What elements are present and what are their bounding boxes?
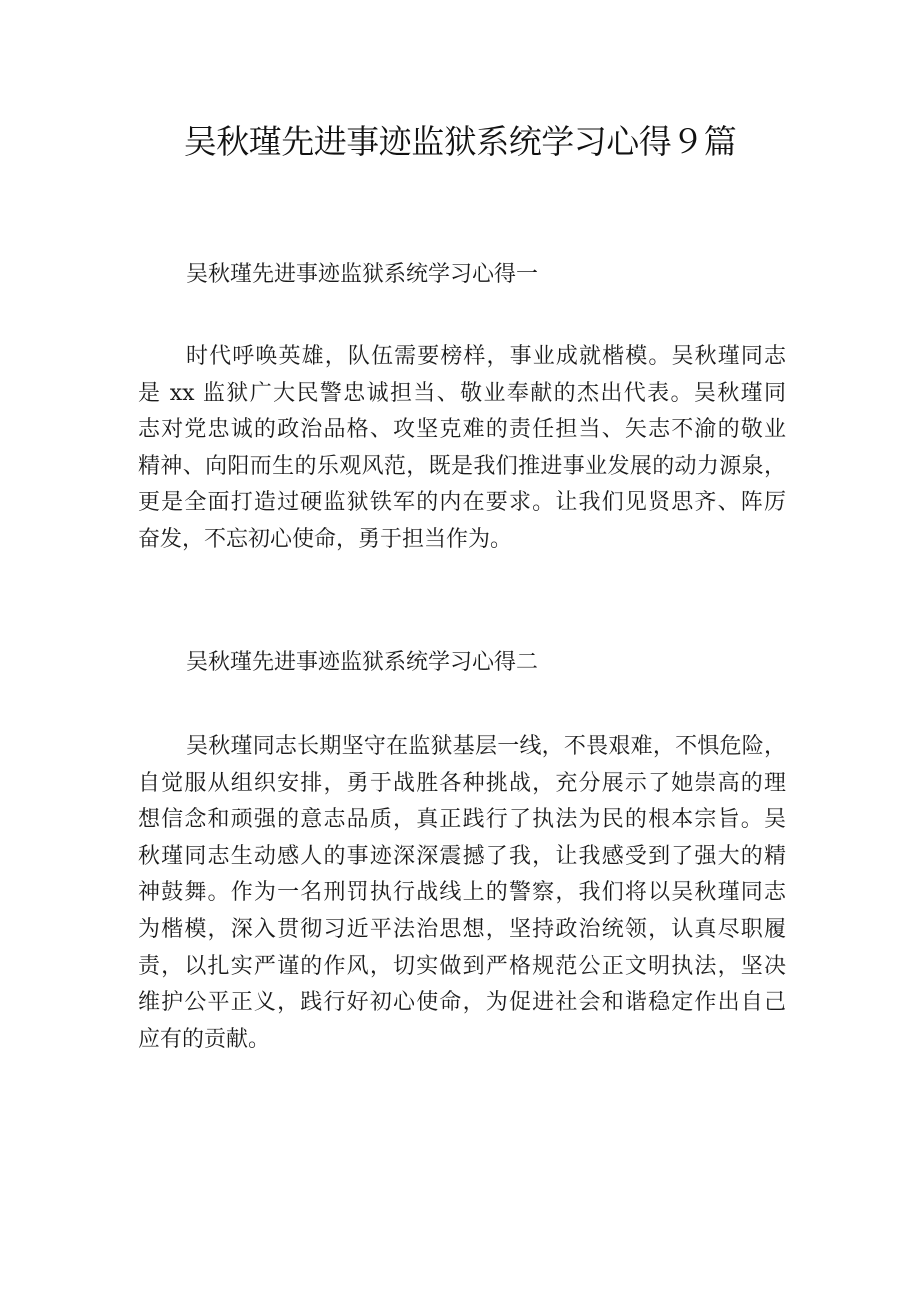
section-2-paragraph: [138, 729, 786, 1058]
section-heading-2: 吴秋瑾先进事迹监狱系统学习心得二: [186, 650, 539, 675]
paragraph-line: 神鼓舞。作为一名刑罚执行战线上的警察，我们将以吴秋瑾同志: [138, 880, 786, 906]
paragraph-line: 是 xx 监狱广大民警忠诚担当、敬业奉献的杰出代表。吴秋瑾同: [138, 380, 786, 406]
section-1-paragraph: [138, 339, 786, 559]
paragraph-line: 想信念和顽强的意志品质，真正践行了执法为民的根本宗旨。吴: [138, 807, 786, 833]
paragraph-line: 吴秋瑾同志长期坚守在监狱基层一线，不畏艰难，不惧危险，: [186, 734, 786, 759]
paragraph-line: 时代呼唤英雄，队伍需要榜样，事业成就楷模。吴秋瑾同志: [186, 344, 786, 369]
paragraph-line: 精神、向阳而生的乐观风范，既是我们推进事业发展的动力源泉，: [138, 453, 786, 479]
section-heading-1: 吴秋瑾先进事迹监狱系统学习心得一: [186, 262, 539, 287]
paragraph-line: 应有的贡献。: [138, 1026, 271, 1052]
paragraph-line: 奋发，不忘初心使命，勇于担当作为。: [138, 526, 513, 552]
paragraph-line: 秋瑾同志生动感人的事迹深深震撼了我，让我感受到了强大的精: [138, 843, 786, 869]
paragraph-line: 志对党忠诚的政治品格、攻坚克难的责任担当、矢志不渝的敬业: [138, 417, 786, 443]
paragraph-line: 为楷模，深入贯彻习近平法治思想，坚持政治统领，认真尽职履: [138, 916, 786, 942]
document-title: 吴秋瑾先进事迹监狱系统学习心得９篇: [183, 122, 737, 161]
paragraph-line: 更是全面打造过硬监狱铁军的内在要求。让我们见贤思齐、阵厉: [138, 490, 786, 516]
paragraph-line: 自觉服从组织安排，勇于战胜各种挑战，充分展示了她崇高的理: [138, 770, 786, 796]
paragraph-line: 维护公平正义，践行好初心使命，为促进社会和谐稳定作出自己: [138, 990, 786, 1016]
paragraph-line: 责，以扎实严谨的作风，切实做到严格规范公正文明执法，坚决: [138, 953, 786, 979]
